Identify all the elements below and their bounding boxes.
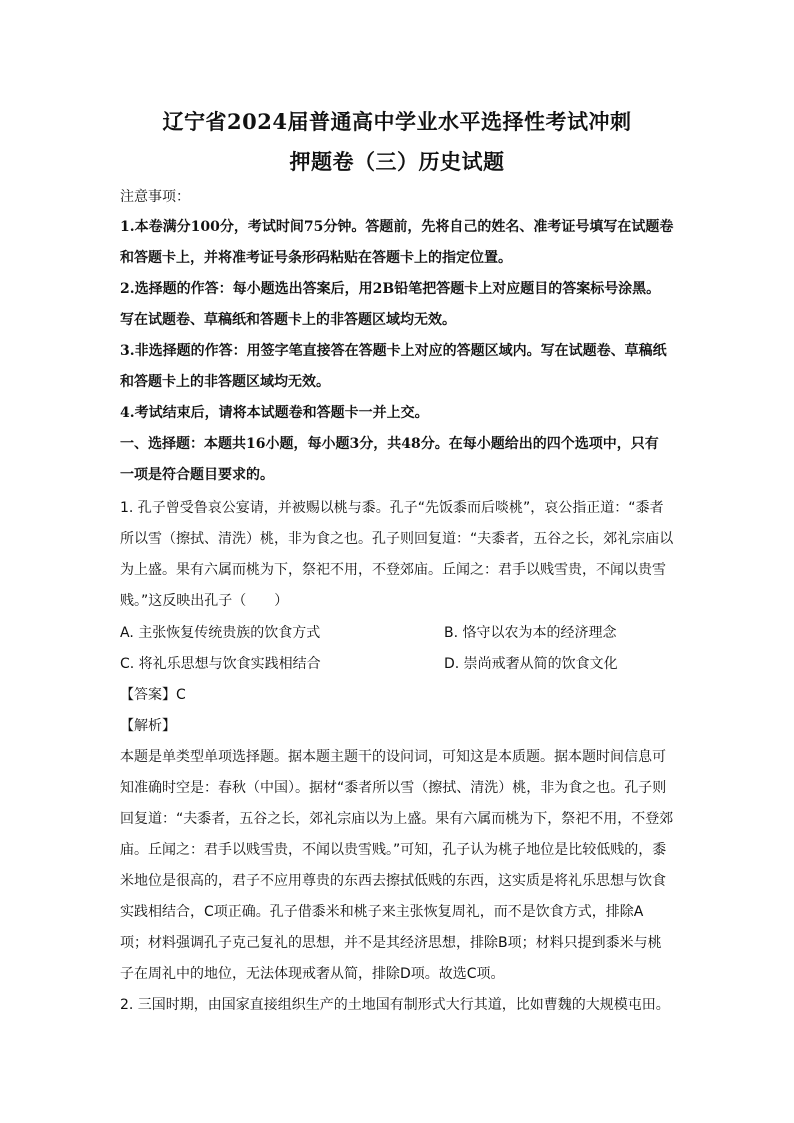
analysis-text: 实践相结合，C项正确。孔子借黍米和桃子来主张恢复周礼，而不是饮食方式，排除A <box>120 904 644 920</box>
answer-label: 【答案】C <box>120 687 186 703</box>
analysis-text: 回复道：“夫黍者，五谷之长，郊礼宗庙以为上盛。果有六属而桃为下，祭祀不用，不登郊 <box>120 811 674 827</box>
note-line: 和答题卡上的非答题区域均无效。 <box>120 374 330 390</box>
option-a: A. 主张恢复传统贵族的饮食方式 <box>120 625 321 641</box>
question-1-text: 为上盛。果有六属而桃为下，祭祀不用，不登郊庙。丘闻之：君手以贱雪贵，不闻以贵雪 <box>120 562 666 578</box>
section-heading: 一项是符合题目要求的。 <box>120 467 274 483</box>
analysis-text: 子在周礼中的地位，无法体现戒奢从简，排除D项。故选C项。 <box>120 966 505 982</box>
option-d: D. 崇尚戒奢从简的饮食文化 <box>444 656 618 672</box>
analysis-text: 知准确时空是：春秋（中国）。据材“黍者所以雪（擦拭、清洗）桃，非为食之也。孔子则 <box>120 780 667 796</box>
analysis-text: 本题是单类型单项选择题。据本题主题干的设问词，可知这是本质题。据本题时间信息可 <box>120 749 666 765</box>
analysis-text: 庙。丘闻之：君手以贱雪贵，不闻以贵雪贱。”可知，孔子认为桃子地位是比较低贱的，黍 <box>120 842 667 858</box>
question-1-text: 1. 孔子曾受鲁哀公宴请，并被赐以桃与黍。孔子“先饭黍而后啖桃”，哀公指正道：“黍者 <box>120 500 664 516</box>
question-1-text: 所以雪（擦拭、清洗）桃，非为食之也。孔子则回复道：“夫黍者，五谷之长，郊礼宗庙以 <box>120 531 674 547</box>
question-2-text: 2. 三国时期，由国家直接组织生产的土地国有制形式大行其道，比如曹魏的大规模屯田。 <box>120 997 670 1013</box>
analysis-text: 米地位是很高的，君子不应用尊贵的东西去擦拭低贱的东西，这实质是将礼乐思想与饮食 <box>120 873 666 889</box>
note-line: 写在试题卷、草稿纸和答题卡上的非答题区域均无效。 <box>120 312 456 328</box>
note-line: 1.本卷满分100分，考试时间75分钟。答题前，先将自己的姓名、准考证号填写在试题卷 <box>120 219 674 235</box>
note-line: 4.考试结束后，请将本试题卷和答题卡一并上交。 <box>120 405 429 421</box>
section-heading: 一、选择题：本题共16小题，每小题3分，共48分。在每小题给出的四个选项中，只有 <box>120 436 659 452</box>
exam-title-line2: 押题卷（三）历史试题 <box>289 149 505 174</box>
note-line: 3.非选择题的作答：用签字笔直接答在答题卡上对应的答题区域内。写在试题卷、草稿纸 <box>120 343 667 359</box>
exam-title-line1: 辽宁省2024届普通高中学业水平选择性考试冲刺 <box>162 109 632 134</box>
option-b: B. 恪守以农为本的经济理念 <box>444 625 617 641</box>
option-c: C. 将礼乐思想与饮食实践相结合 <box>120 656 321 672</box>
analysis-heading: 【解析】 <box>120 718 176 734</box>
analysis-text: 项；材料强调孔子克己复礼的思想，并不是其经济思想，排除B项；材料只提到黍米与桃 <box>120 935 662 951</box>
note-line: 2.选择题的作答：每小题选出答案后，用2B铅笔把答题卡上对应题目的答案标号涂黑。 <box>120 281 661 297</box>
note-line: 和答题卡上，并将准考证号条形码粘贴在答题卡上的指定位置。 <box>120 250 512 266</box>
question-1-text: 贱。”这反映出孔子（ ） <box>120 593 289 609</box>
notes-heading: 注意事项： <box>120 189 190 205</box>
